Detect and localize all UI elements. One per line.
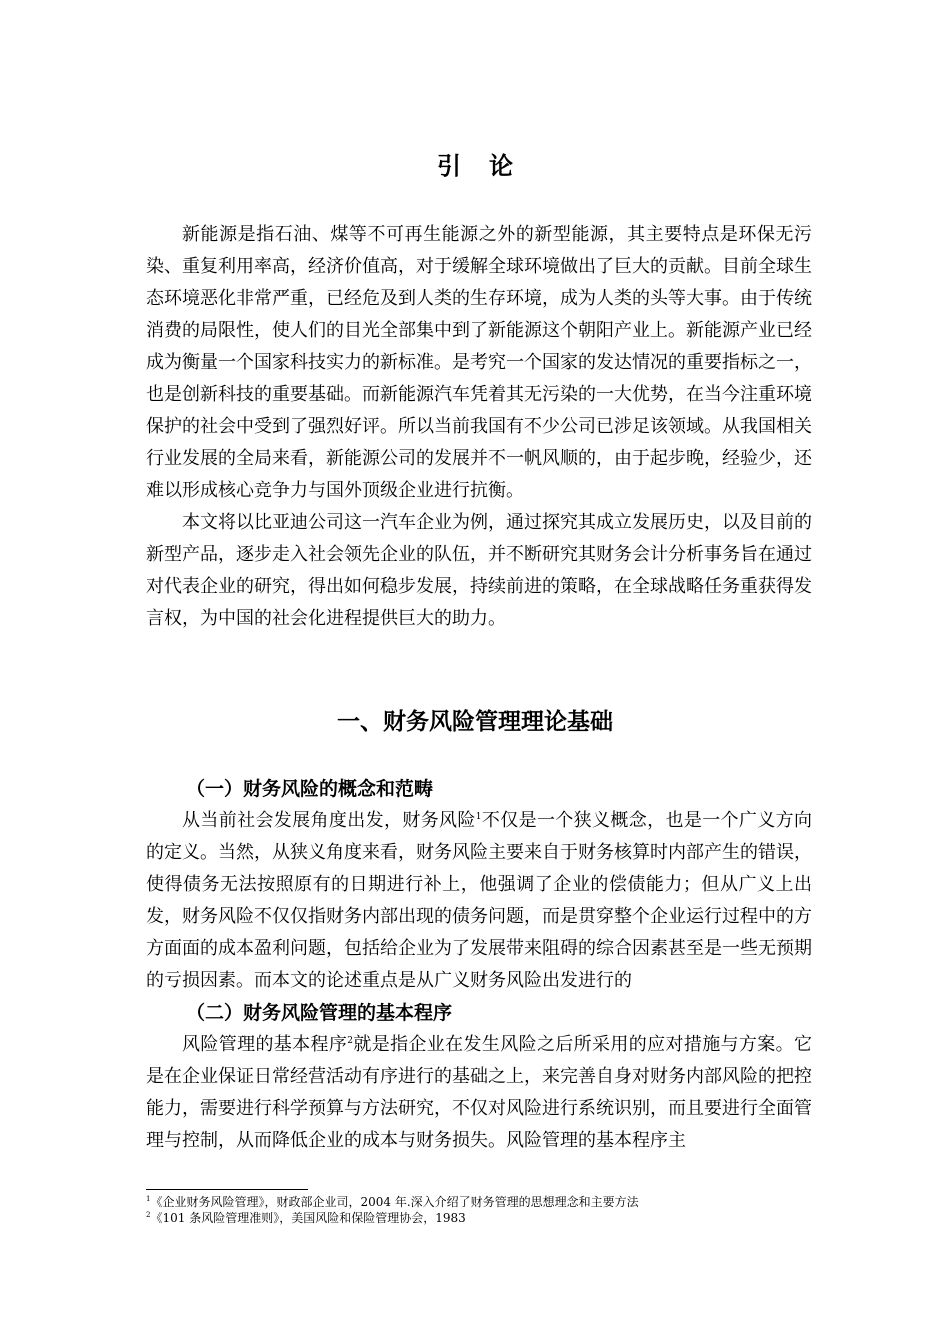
footnote-ref[interactable]: 1	[475, 812, 482, 822]
paragraph-text: 就是指企业在发生风险之后所采用的应对措施与方案。它是在企业保证日常经营活动有序进行的基础之上，来完善自身对财务内部风险的把控能力，需要进行科学预算与方法研究，不仅对风险进行系统识别，而且要进行全面管理与控制，从而降低企业的成本与财务损失。风险管理的基本程序主	[146, 1034, 813, 1151]
footnote	[146, 1210, 812, 1226]
footnote-text: 《101 条风险管理准则》，美国风险和保险管理协会，1983	[150, 1211, 466, 1225]
footnotes	[146, 1194, 812, 1226]
footnote-text: 《企业财务风险管理》，财政部企业司，2004 年.深入介绍了财务管理的思想理念和主要方法	[150, 1195, 639, 1209]
footnote-divider	[146, 1189, 308, 1190]
section-body	[146, 1029, 812, 1157]
footnote-mark: 2	[146, 1211, 151, 1219]
section-title: （一）财务风险的概念和范畴	[186, 778, 434, 800]
section-title: （二）财务风险管理的基本程序	[186, 1002, 453, 1024]
footnote-mark: 1	[146, 1195, 151, 1203]
paragraph-text: 风险管理的基本程序	[182, 1034, 348, 1055]
chapter-title: 一、财务风险管理理论基础	[337, 708, 613, 735]
intro-paragraph: 本文将以比亚迪公司这一汽车企业为例，通过探究其成立发展历史，以及目前的新型产品，逐步走入社会领先企业的队伍，并不断研究其财务会计分析事务旨在通过对代表企业的研究，得出如何稳步发展，持续前进的策略，在全球战略任务重获得发言权，为中国的社会化进程提供巨大的助力。	[146, 512, 812, 629]
intro-body	[146, 219, 812, 635]
section-body	[146, 805, 812, 997]
footnote	[146, 1194, 812, 1210]
intro-paragraph: 新能源是指石油、煤等不可再生能源之外的新型能源，其主要特点是环保无污染、重复利用率高，经济价值高，对于缓解全球环境做出了巨大的贡献。目前全球生态环境恶化非常严重，已经危及到人类的生存环境，成为人类的头等大事。由于传统消费的局限性，使人们的目光全部集中到了新能源这个朝阳产业上。新能源产业已经成为衡量一个国家科技实力的新标准。是考究一个国家的发达情况的重要指标之一，也是创新科技的重要基础。而新能源汽车凭着其无污染的一大优势，在当今注重环境保护的社会中受到了强烈好评。所以当前我国有不少公司已涉足该领域。从我国相关行业发展的全局来看，新能源公司的发展并不一帆风顺的，由于起步晚，经验少，还难以形成核心竞争力与国外顶级企业进行抗衡。	[146, 224, 812, 501]
paragraph-text: 从当前社会发展角度出发，财务风险	[182, 810, 476, 831]
section-paragraph	[146, 1029, 812, 1157]
footnote-ref[interactable]: 2	[347, 1036, 353, 1046]
intro-title: 引论	[437, 151, 541, 180]
section-paragraph	[146, 805, 812, 997]
paragraph-text: 不仅是一个狭义概念，也是一个广义方向的定义。当然，从狭义角度来看，财务风险主要来自于财务核算时内部产生的错误，使得债务无法按照原有的日期进行补上，他强调了企业的偿债能力；但从广义上出发，财务风险不仅仅指财务内部出现的债务问题，而是贯穿整个企业运行过程中的方方面面的成本盈利问题，包括给企业为了发展带来阻碍的综合因素甚至是一些无预期的亏损因素。而本文的论述重点是从广义财务风险出发进行的	[146, 810, 813, 991]
